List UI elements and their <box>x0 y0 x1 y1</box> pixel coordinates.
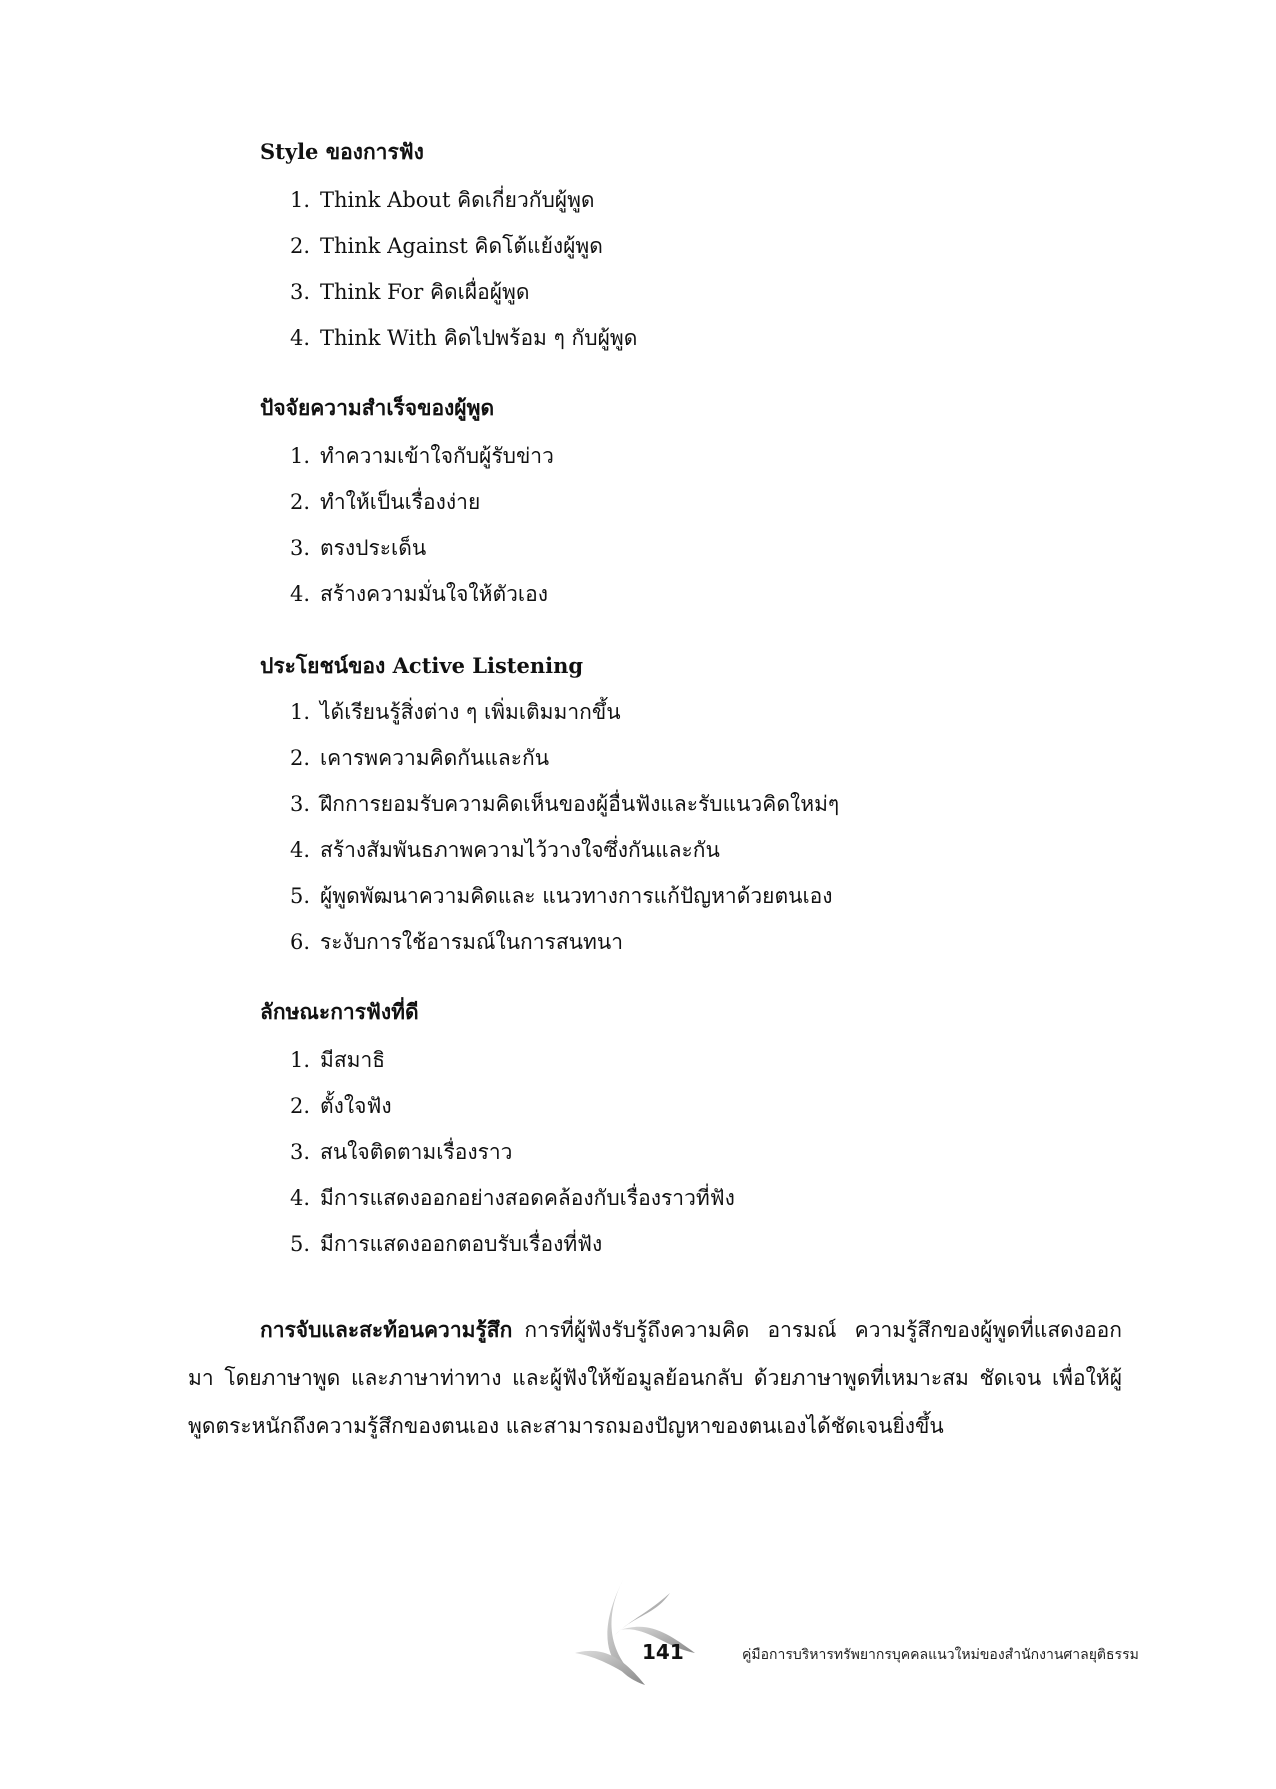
list-item <box>290 322 637 355</box>
list-number: 3. <box>290 536 311 560</box>
footer-title: คู่มือการบริหารทรัพยากรบุคคลแนวใหม่ของสำนักงานศาลยุติธรรม <box>742 1647 1139 1663</box>
list-number: 1. <box>290 188 311 212</box>
list-item <box>290 532 426 565</box>
list-text: Think For คิดเผื่อผู้พูด <box>320 280 530 304</box>
list-item <box>290 788 839 821</box>
list-text: ผู้พูดพัฒนาความคิดและ แนวทางการแก้ปัญหาด้วยตนเอง <box>320 884 833 908</box>
list-text: สร้างความมั่นใจให้ตัวเอง <box>320 582 548 606</box>
swirl-logo-icon <box>575 1575 725 1695</box>
list-number: 3. <box>290 280 311 304</box>
list-item <box>290 834 720 867</box>
list-item <box>290 1044 385 1077</box>
paragraph-lead: การจับและสะท้อนความรู้สึก <box>260 1318 513 1342</box>
section-heading: ประโยชน์ของ Active Listening <box>260 653 584 678</box>
list-text: ได้เรียนรู้สิ่งต่าง ๆ เพิ่มเติมมากขึ้น <box>320 700 621 724</box>
list-text: ฝึกการยอมรับความคิดเห็นของผู้อื่นฟังและรับแนวคิดใหม่ๆ <box>320 792 840 816</box>
list-number: 1. <box>290 444 311 468</box>
list-text: มีการแสดงออกตอบรับเรื่องที่ฟัง <box>320 1232 603 1256</box>
list-text: สร้างสัมพันธภาพความไว้วางใจซึ่งกันและกัน <box>320 838 720 862</box>
list-number: 4. <box>290 582 311 606</box>
list-number: 2. <box>290 1094 311 1118</box>
list-number: 4. <box>290 1186 311 1210</box>
list-text: มีสมาธิ <box>320 1048 386 1072</box>
list-number: 2. <box>290 234 311 258</box>
list-item <box>290 184 595 217</box>
section-heading: Style ของการฟัง <box>260 139 424 164</box>
list-text: มีการแสดงออกอย่างสอดคล้องกับเรื่องราวที่ฟัง <box>320 1186 735 1210</box>
list-text: สนใจติดตามเรื่องราว <box>320 1140 513 1164</box>
list-item <box>290 1182 735 1215</box>
list-text: Think With คิดไปพร้อม ๆ กับผู้พูด <box>320 326 638 350</box>
list-number: 1. <box>290 700 311 724</box>
list-number: 3. <box>290 792 311 816</box>
list-number: 3. <box>290 1140 311 1164</box>
list-text: ระงับการใช้อารมณ์ในการสนทนา <box>320 930 624 954</box>
list-item <box>290 742 549 775</box>
list-item <box>290 1136 512 1169</box>
list-number: 5. <box>290 1232 311 1256</box>
list-number: 2. <box>290 746 311 770</box>
list-text: ตั้งใจฟัง <box>320 1094 392 1118</box>
list-text: ตรงประเด็น <box>320 536 427 560</box>
list-item <box>290 276 530 309</box>
list-item <box>290 578 548 611</box>
list-text: ทำให้เป็นเรื่องง่าย <box>320 490 481 514</box>
list-number: 6. <box>290 930 311 954</box>
list-item <box>290 1228 602 1261</box>
section-heading: ลักษณะการฟังที่ดี <box>260 999 419 1024</box>
list-item <box>290 486 480 519</box>
list-number: 4. <box>290 838 311 862</box>
list-item <box>290 1090 392 1123</box>
list-item <box>290 696 621 729</box>
list-item <box>290 880 833 913</box>
list-number: 2. <box>290 490 311 514</box>
section-heading: ปัจจัยความสำเร็จของผู้พูด <box>260 395 495 420</box>
list-text: เคารพความคิดกันและกัน <box>320 746 550 770</box>
list-item <box>290 926 623 959</box>
list-number: 5. <box>290 884 311 908</box>
list-text: ทำความเข้าใจกับผู้รับข่าว <box>320 444 554 468</box>
list-number: 1. <box>290 1048 311 1072</box>
list-text: Think Against คิดโต้แย้งผู้พูด <box>320 234 603 258</box>
page-number: 141 <box>642 1640 684 1664</box>
list-item <box>290 440 554 473</box>
list-item <box>290 230 603 263</box>
paragraph-body: การที่ผู้ฟังรับรู้ถึงความคิด อารมณ์ ความรู้สึกของผู้พูดที่แสดงออกมา โดยภาษาพูด และภาษาท่าทาง และผู้ฟังให้ข้อมูลย้อนกลับ ด้วยภาษาพูดที่เหมาะสม ชัดเจน เพื่อให้ผู้พูดตระหนักถึงความรู้สึกของตนเอง และสามารถมองปัญหาของตนเองได้ชัดเจนยิ่งขึ้น <box>188 1318 1122 1438</box>
list-text: Think About คิดเกี่ยวกับผู้พูด <box>320 188 595 212</box>
list-number: 4. <box>290 326 311 350</box>
paragraph <box>188 1306 1122 1450</box>
